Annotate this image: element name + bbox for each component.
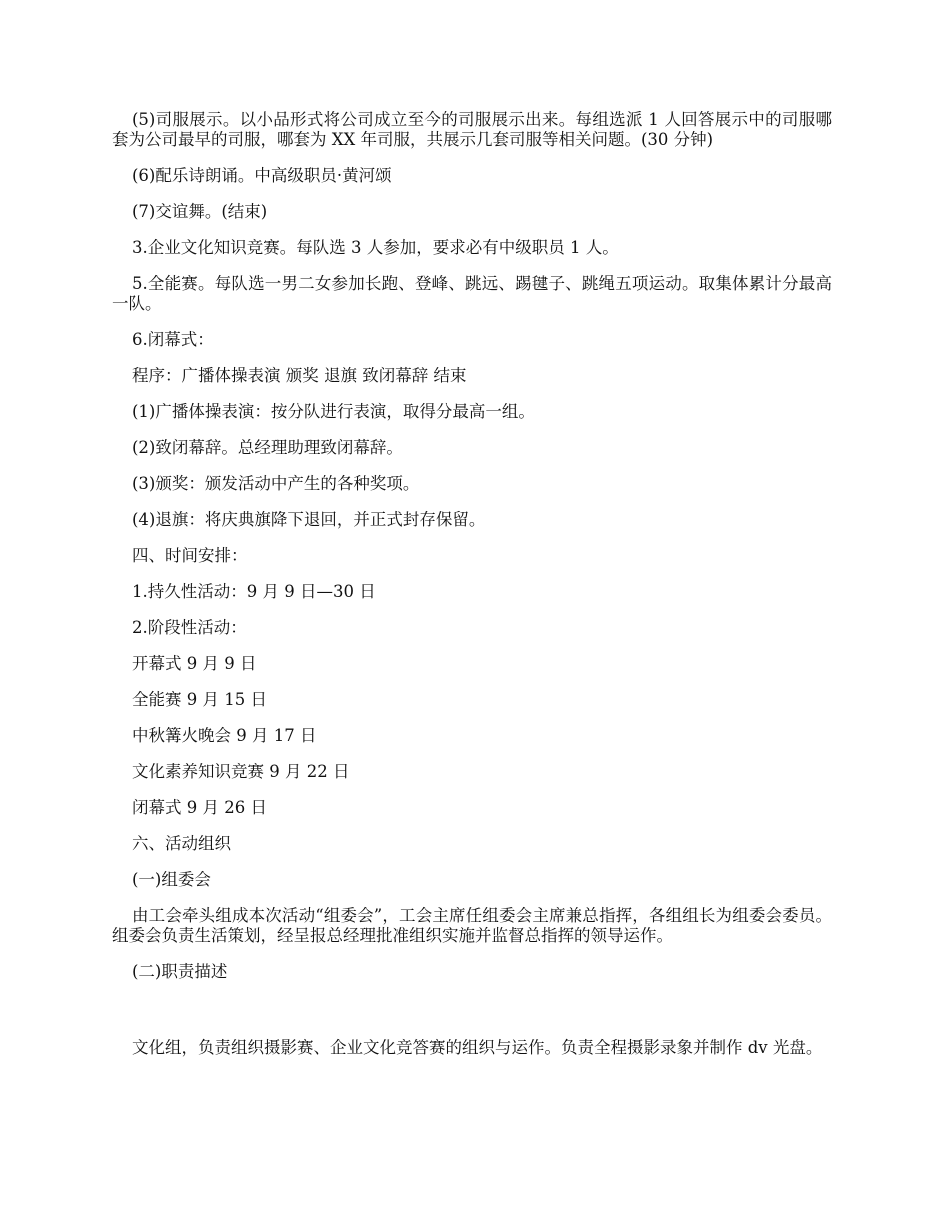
paragraph-closing-speech: (2)致闭幕辞。总经理助理致闭幕辞。 [132, 438, 403, 457]
paragraph-costume-show: (5)司服展示。以小品形式将公司成立至今的司服展示出来。每组选派 1 人回答展示中的司服哪套为公司最早的司服，哪套为 XX 年司服，共展示几套司服等相关问题。(30 分钟) [112, 110, 832, 149]
heading-organization: 六、活动组织 [132, 834, 231, 853]
schedule-item-bonfire: 中秋篝火晚会 9 月 17 日 [132, 726, 317, 745]
paragraph-program: 程序：广播体操表演 颁奖 退旗 致闭幕辞 结束 [132, 366, 467, 385]
paragraph-committee-description: 由工会牵头组成本次活动“组委会”，工会主席任组委会主席兼总指挥，各组组长为组委会委员。组委会负责生活策划，经呈报总经理批准组织实施并监督总指挥的领导运作。 [112, 906, 832, 945]
heading-schedule: 四、时间安排： [132, 546, 248, 565]
heading-committee: (一)组委会 [132, 870, 211, 889]
schedule-item-closing: 闭幕式 9 月 26 日 [132, 798, 267, 817]
paragraph-flag-retreat: (4)退旗：将庆典旗降下退回，并正式封存保留。 [132, 510, 486, 529]
paragraph-closing-ceremony: 6.闭幕式： [132, 330, 214, 349]
paragraph-long-term-activity: 1.持久性活动：9 月 9 日—30 日 [132, 582, 376, 601]
schedule-item-opening: 开幕式 9 月 9 日 [132, 654, 257, 673]
schedule-item-culture-quiz: 文化素养知识竞赛 9 月 22 日 [132, 762, 350, 781]
paragraph-phased-activity: 2.阶段性活动： [132, 618, 247, 637]
paragraph-culture-quiz: 3.企业文化知识竞赛。每队选 3 人参加，要求必有中级职员 1 人。 [132, 238, 619, 257]
paragraph-awards: (3)颁奖：颁发活动中产生的各种奖项。 [132, 474, 420, 493]
schedule-item-all-round: 全能赛 9 月 15 日 [132, 690, 267, 709]
paragraph-exercise-show: (1)广播体操表演：按分队进行表演，取得分最高一组。 [132, 402, 535, 421]
paragraph-poetry-recital: (6)配乐诗朗诵。中高级职员·黄河颂 [132, 166, 392, 185]
document-body [112, 110, 832, 1074]
paragraph-all-round-contest: 5.全能赛。每队选一男二女参加长跑、登峰、跳远、踢毽子、跳绳五项运动。取集体累计分最高一队。 [112, 274, 832, 313]
heading-duties: (二)职责描述 [132, 962, 228, 981]
paragraph-ballroom-dance: (7)交谊舞。(结束) [132, 202, 268, 221]
paragraph-culture-group: 文化组，负责组织摄影赛、企业文化竞答赛的组织与运作。负责全程摄影录象并制作 dv 光盘。 [132, 1038, 823, 1057]
